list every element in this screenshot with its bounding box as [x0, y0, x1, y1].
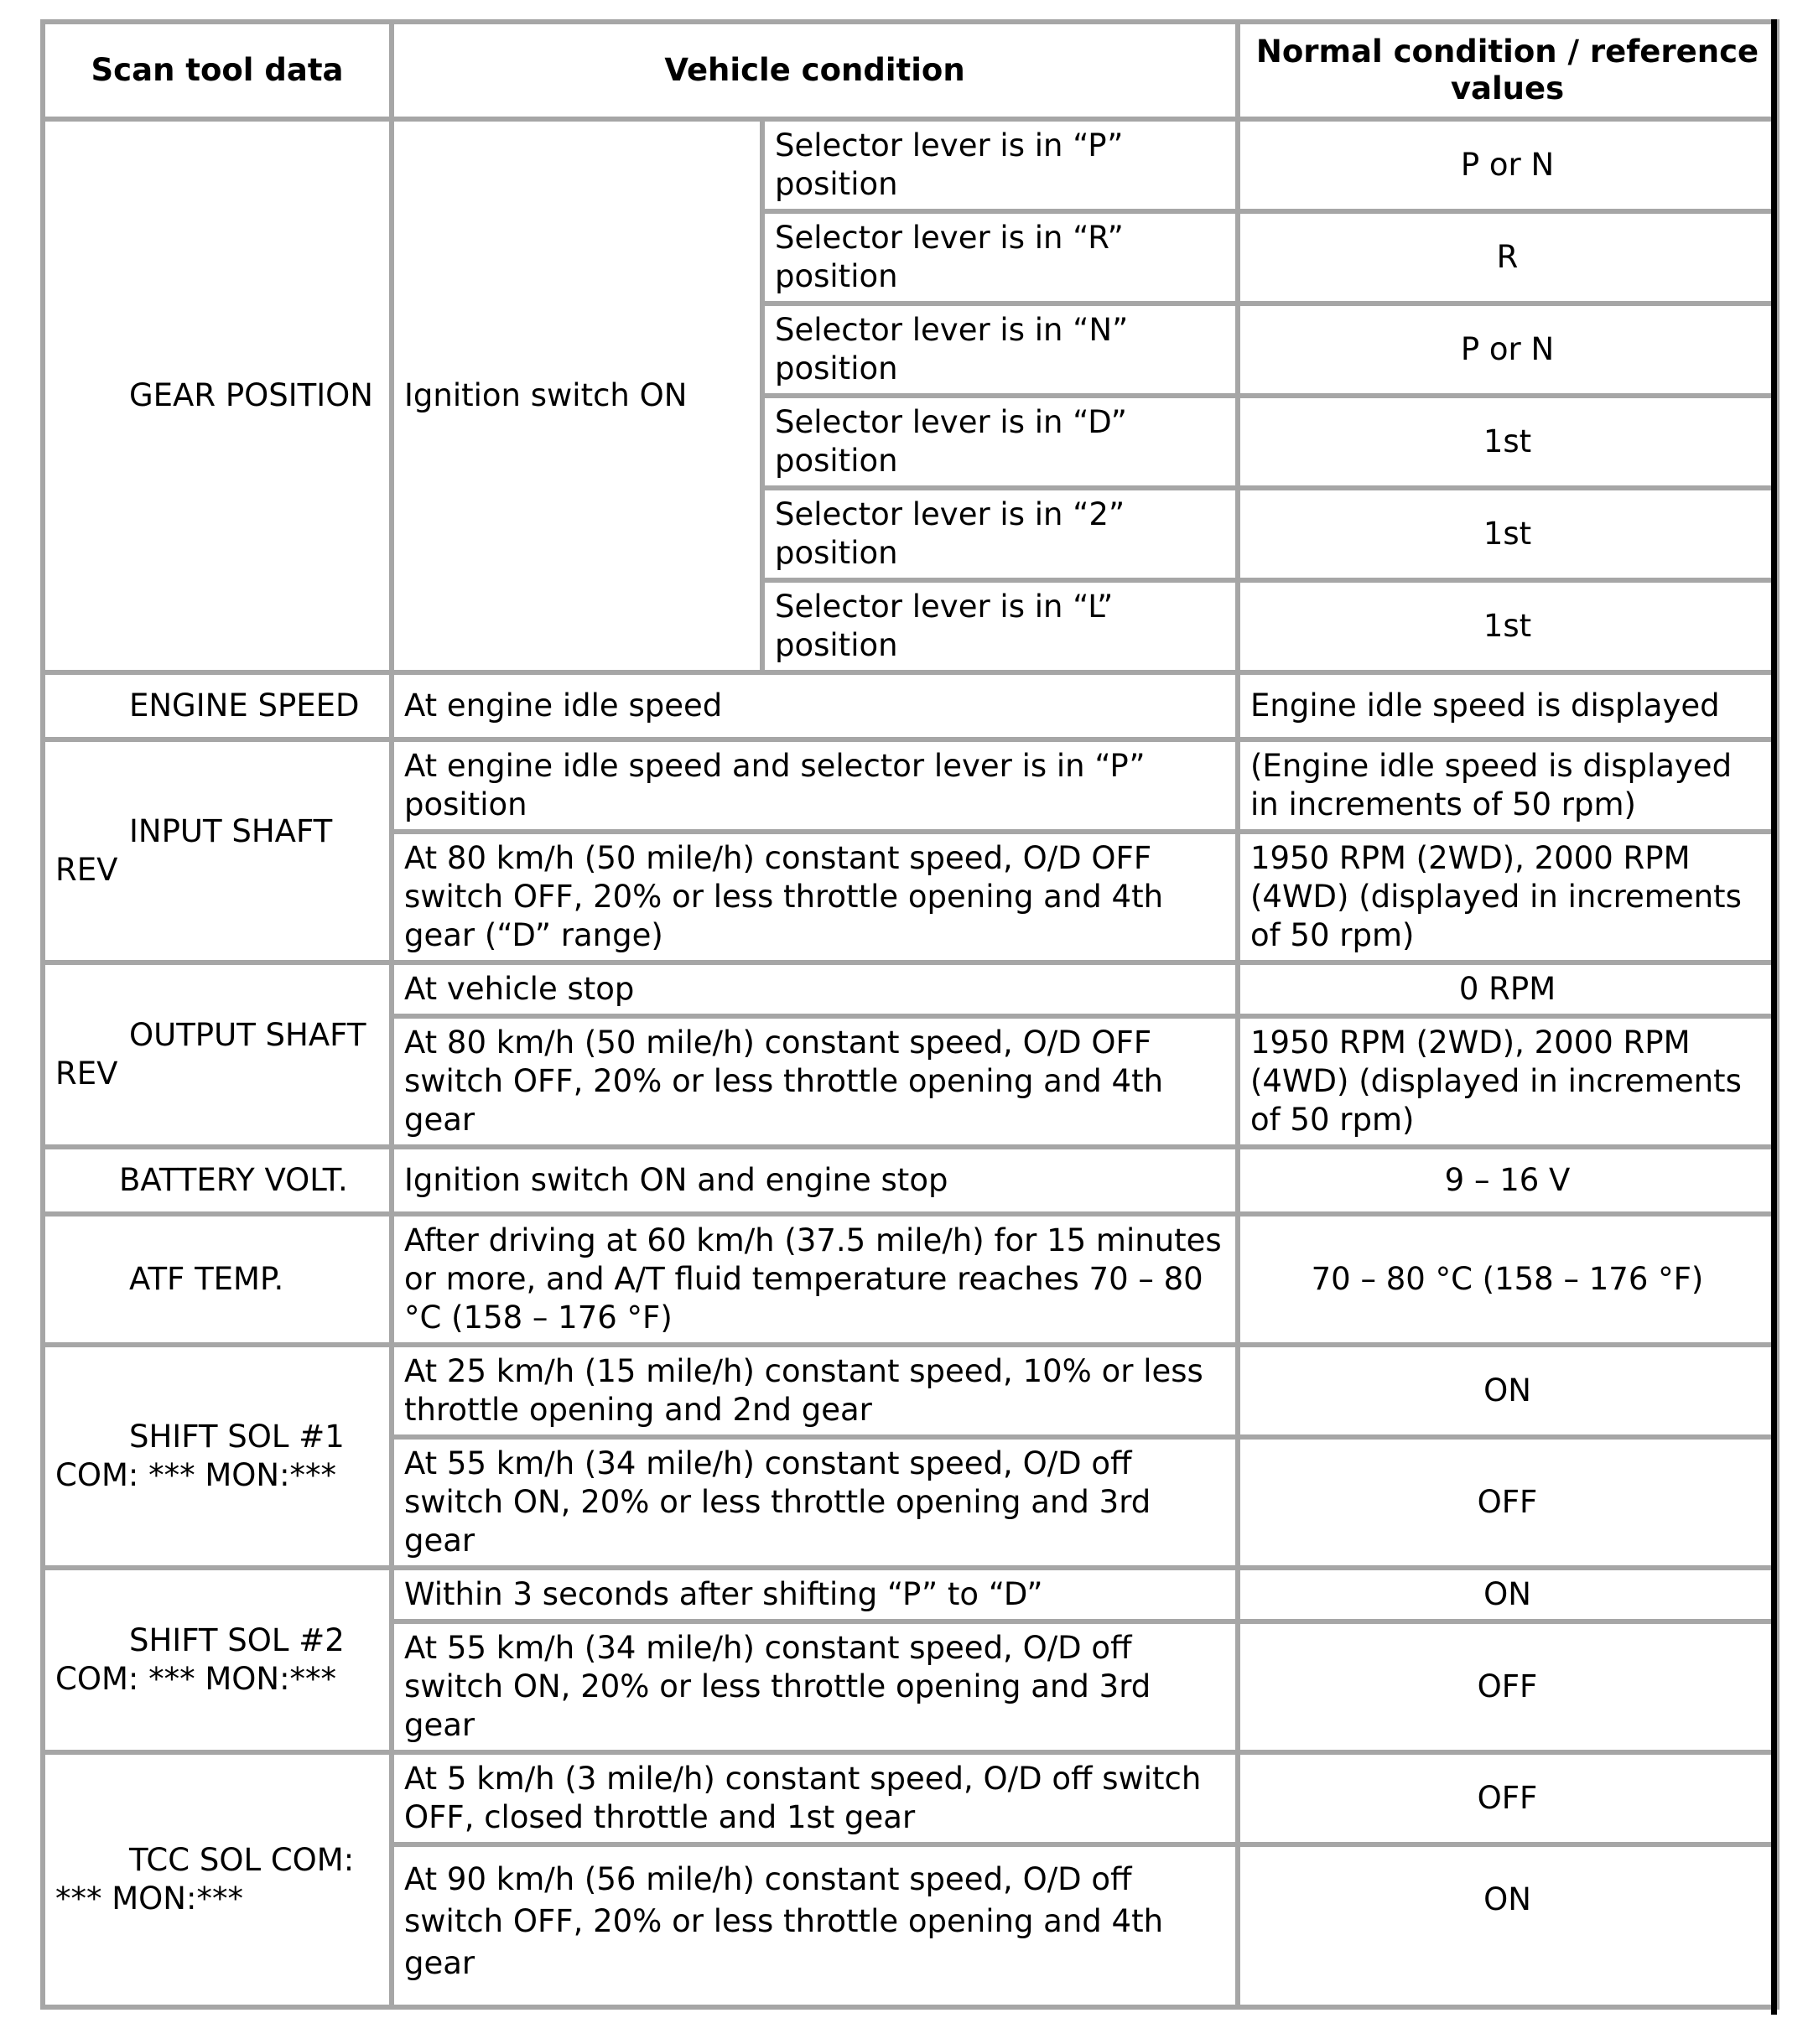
item-output-shaft-rev: OUTPUT SHAFT REV [43, 962, 392, 1147]
condition: At 5 km/h (3 mile/h) constant speed, O/D off switch OFF, closed throttle and 1st gear [392, 1752, 1238, 1844]
page-edge-bar [1771, 19, 1777, 2015]
condition: At 90 km/h (56 mile/h) constant speed, O/D off switch OFF, 20% or less throttle opening and 4th gear [392, 1844, 1238, 2007]
table-row [43, 672, 1777, 739]
table-row [43, 1568, 1777, 1621]
item-input-shaft-rev: INPUT SHAFT REV [43, 739, 392, 962]
reference-value: (Engine idle speed is displayed in increments of 50 rpm) [1238, 739, 1777, 832]
condition: At engine idle speed and selector lever is in “P” position [392, 739, 1238, 832]
table-row [43, 1345, 1777, 1437]
item-atf-temp: ATF TEMP. [43, 1214, 392, 1345]
reference-value: ON [1238, 1345, 1777, 1437]
condition: At 80 km/h (50 mile/h) constant speed, O/D OFF switch OFF, 20% or less throttle opening and 4th gear [392, 1016, 1238, 1147]
condition: At vehicle stop [392, 962, 1238, 1016]
item-engine-speed: ENGINE SPEED [43, 672, 392, 739]
table-row [43, 1147, 1777, 1214]
item-gear-position: GEAR POSITION [43, 119, 392, 672]
reference-value: ON [1238, 1844, 1777, 2007]
item-shift-sol-1: SHIFT SOL #1 COM: *** MON:*** [43, 1345, 392, 1568]
sub-condition: Selector lever is in “2” position [762, 488, 1238, 580]
reference-value: 1st [1238, 488, 1777, 580]
header-scan-tool-data: Scan tool data [43, 22, 392, 119]
item-tcc-sol: TCC SOL COM: *** MON:*** [43, 1752, 392, 2007]
reference-value: 9 – 16 V [1238, 1147, 1777, 1214]
condition: At 55 km/h (34 mile/h) constant speed, O/D off switch ON, 20% or less throttle opening and 3rd gear [392, 1621, 1238, 1752]
reference-value: OFF [1238, 1752, 1777, 1844]
reference-value: Engine idle speed is displayed [1238, 672, 1777, 739]
condition: At 80 km/h (50 mile/h) constant speed, O/D OFF switch OFF, 20% or less throttle opening and 4th gear (“D” range) [392, 832, 1238, 962]
reference-value: 70 – 80 °C (158 – 176 °F) [1238, 1214, 1777, 1345]
table-row [43, 962, 1777, 1016]
sub-condition: Selector lever is in “R” position [762, 211, 1238, 303]
reference-value: 1950 RPM (2WD), 2000 RPM (4WD) (displayed in increments of 50 rpm) [1238, 832, 1777, 962]
header-reference-values: Normal condition / reference values [1238, 22, 1777, 119]
condition: At engine idle speed [392, 672, 1238, 739]
condition: Ignition switch ON and engine stop [392, 1147, 1238, 1214]
scan-tool-data-table [40, 19, 1779, 2010]
reference-value: OFF [1238, 1621, 1777, 1752]
condition: After driving at 60 km/h (37.5 mile/h) for 15 minutes or more, and A/T fluid temperature reaches 70 – 80 °C (158 – 176 °F) [392, 1214, 1238, 1345]
table-row [43, 1214, 1777, 1345]
reference-value: P or N [1238, 303, 1777, 396]
condition: At 25 km/h (15 mile/h) constant speed, 10% or less throttle opening and 2nd gear [392, 1345, 1238, 1437]
condition: At 55 km/h (34 mile/h) constant speed, O/D off switch ON, 20% or less throttle opening and 3rd gear [392, 1437, 1238, 1568]
item-shift-sol-2: SHIFT SOL #2 COM: *** MON:*** [43, 1568, 392, 1752]
reference-value: OFF [1238, 1437, 1777, 1568]
header-vehicle-condition: Vehicle condition [392, 22, 1238, 119]
table-row [43, 119, 1777, 211]
table-row [43, 1752, 1777, 1844]
header-row [43, 22, 1777, 119]
reference-value: 1st [1238, 580, 1777, 672]
table-row [43, 739, 1777, 832]
sub-condition: Selector lever is in “D” position [762, 396, 1238, 488]
condition: Within 3 seconds after shifting “P” to “D” [392, 1568, 1238, 1621]
reference-value: P or N [1238, 119, 1777, 211]
sub-condition: Selector lever is in “N” position [762, 303, 1238, 396]
reference-value: 1950 RPM (2WD), 2000 RPM (4WD) (displayed in increments of 50 rpm) [1238, 1016, 1777, 1147]
sub-condition: Selector lever is in “L” position [762, 580, 1238, 672]
condition-ignition-on: Ignition switch ON [392, 119, 762, 672]
sub-condition: Selector lever is in “P” position [762, 119, 1238, 211]
reference-value: R [1238, 211, 1777, 303]
reference-value: 1st [1238, 396, 1777, 488]
item-battery-volt: BATTERY VOLT. [43, 1147, 392, 1214]
reference-value: ON [1238, 1568, 1777, 1621]
reference-value: 0 RPM [1238, 962, 1777, 1016]
